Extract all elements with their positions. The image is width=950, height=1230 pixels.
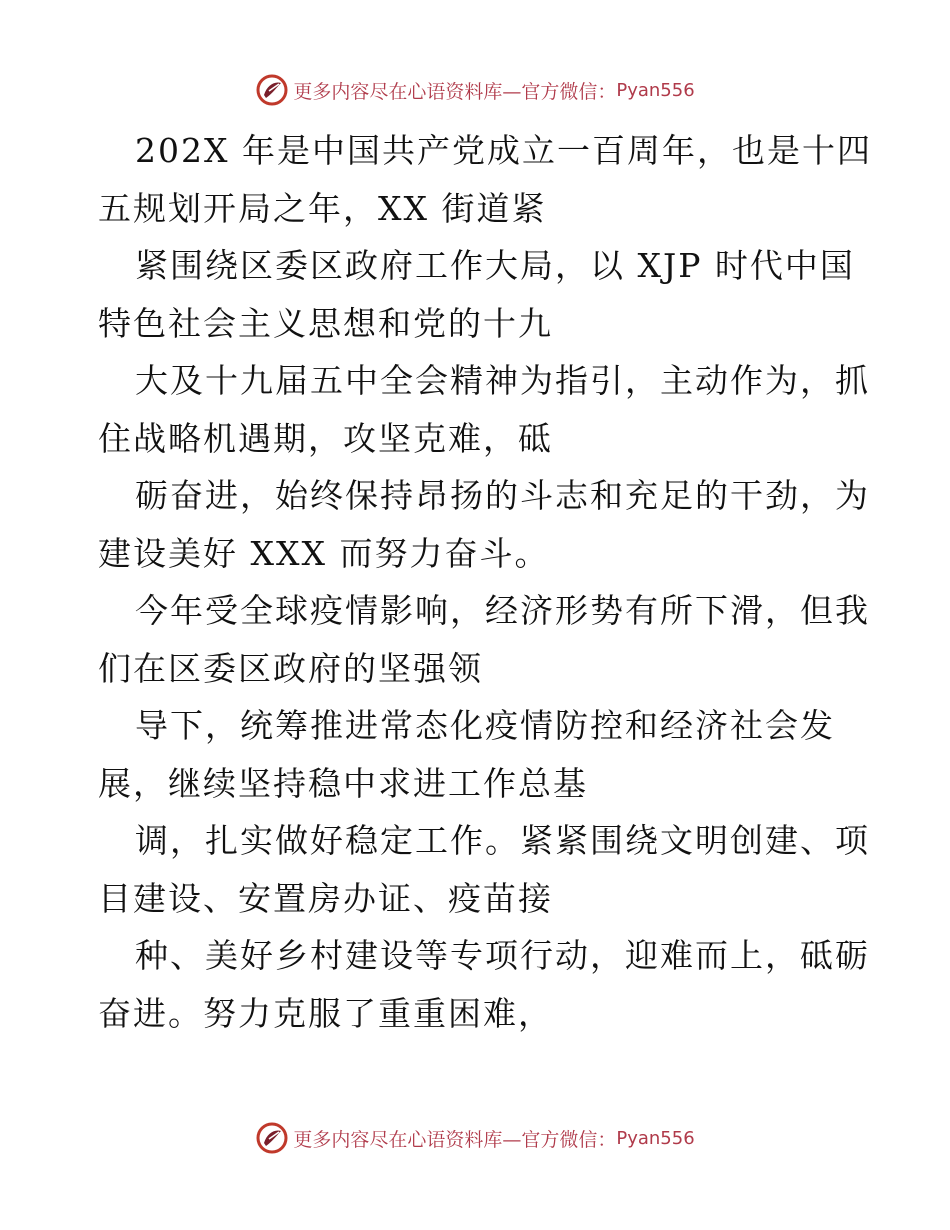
text-line: 大及十九届五中全会精神为指引，主动作为，抓 xyxy=(135,361,870,400)
text-line: 五规划开局之年，XX 街道紧 xyxy=(98,188,547,228)
text-line: 导下，统筹推进常态化疫情防控和经济社会发 xyxy=(135,706,835,745)
header-watermark xyxy=(0,70,950,110)
text-line: 展，继续坚持稳中求进工作总基 xyxy=(98,763,588,803)
text-line: 奋进。努力克服了重重困难， xyxy=(98,993,553,1033)
watermark-wechat-id: Pyan556 xyxy=(616,79,695,101)
text-line: 今年受全球疫情影响，经济形势有所下滑，但我 xyxy=(135,591,870,630)
text-line: 们在区委区政府的坚强领 xyxy=(98,648,483,688)
footer-watermark xyxy=(0,1118,950,1158)
brand-logo-icon xyxy=(255,1121,289,1155)
brand-logo-icon xyxy=(255,73,289,107)
watermark-wechat-id: Pyan556 xyxy=(616,1127,695,1149)
watermark-text: 更多内容尽在心语资料库—官方微信： xyxy=(293,1128,617,1151)
text-line: 调，扎实做好稳定工作。紧紧围绕文明创建、项 xyxy=(135,821,870,860)
text-line: 特色社会主义思想和党的十九 xyxy=(98,303,553,343)
text-line: 种、美好乡村建设等专项行动，迎难而上，砥砺 xyxy=(135,936,870,975)
text-line: 建设美好 XXX 而努力奋斗。 xyxy=(98,533,550,573)
text-line: 住战略机遇期，攻坚克难，砥 xyxy=(98,418,553,458)
text-line: 砺奋进，始终保持昂扬的斗志和充足的干劲，为 xyxy=(135,476,870,515)
text-line: 目建设、安置房办证、疫苗接 xyxy=(98,878,553,918)
document-body xyxy=(98,122,898,1042)
text-line: 紧围绕区委区政府工作大局，以 XJP 时代中国 xyxy=(135,246,855,285)
watermark-text: 更多内容尽在心语资料库—官方微信： xyxy=(293,80,617,103)
text-line: 202X 年是中国共产党成立一百周年，也是十四 xyxy=(135,131,872,170)
